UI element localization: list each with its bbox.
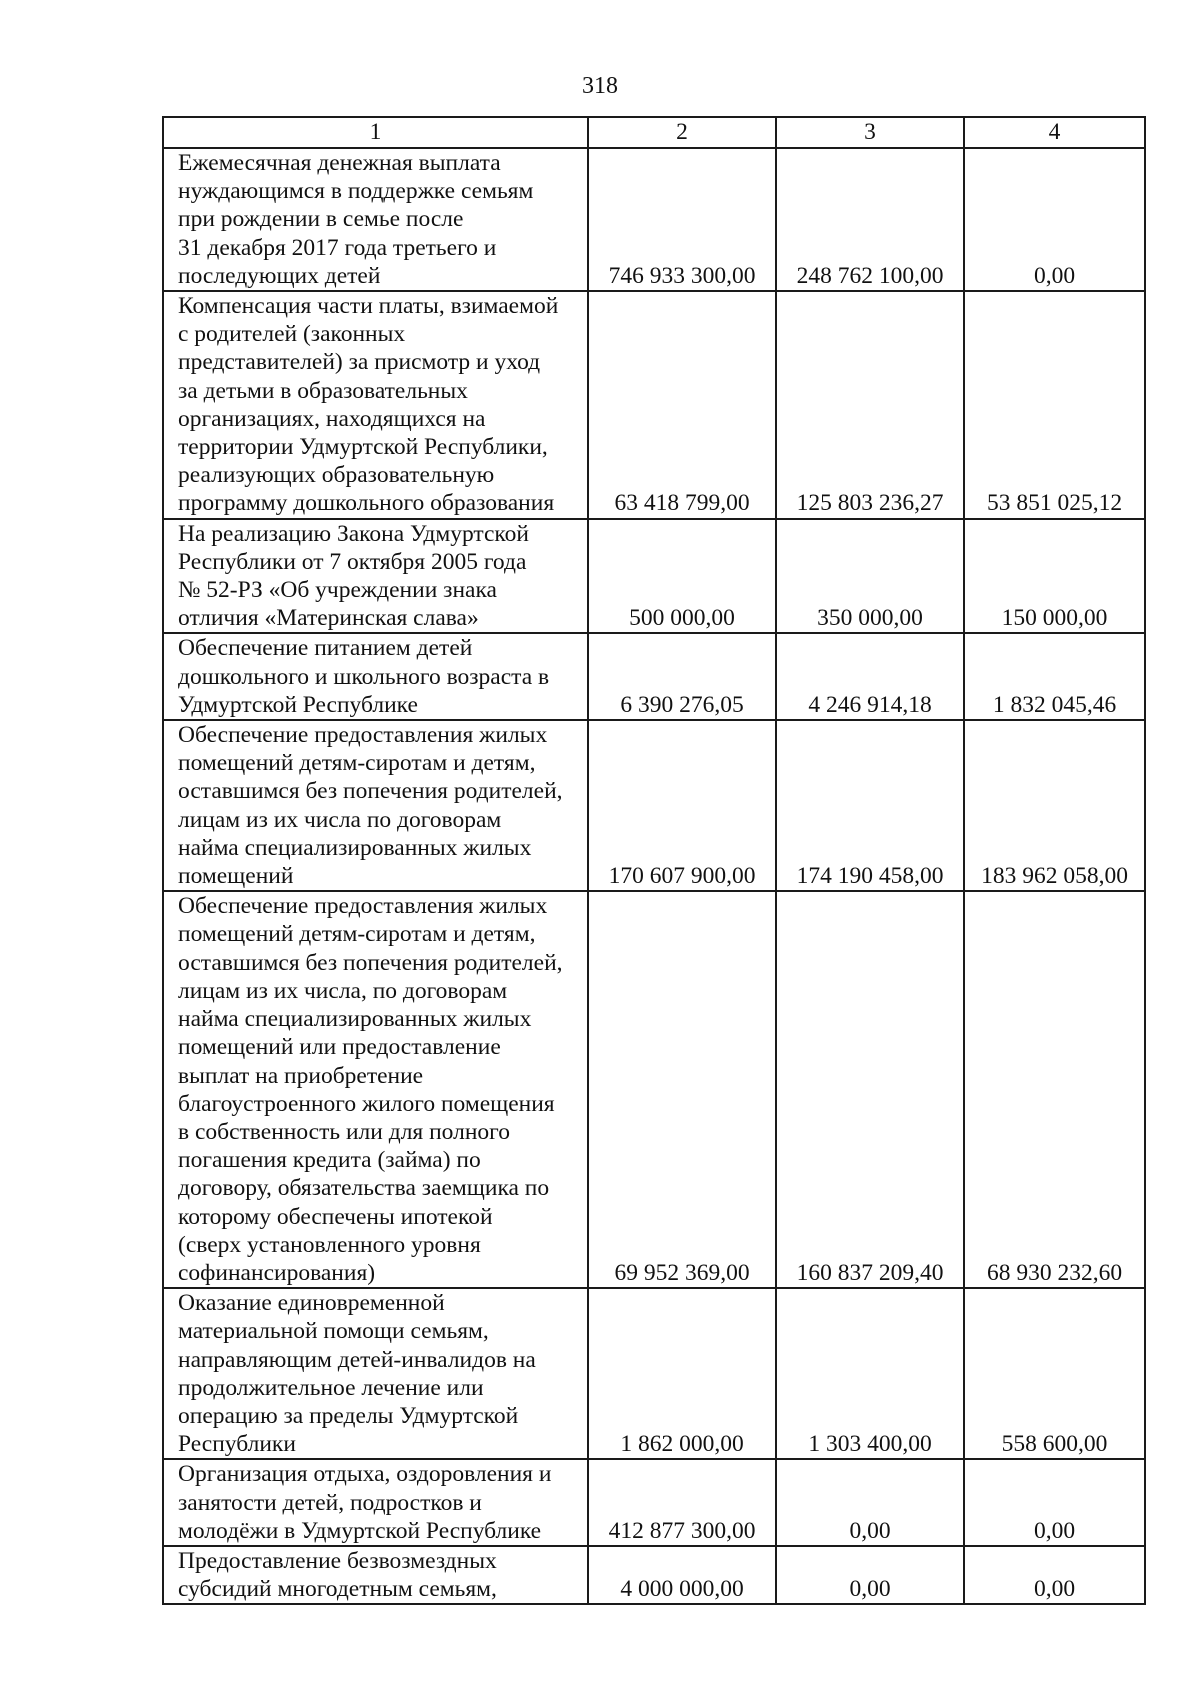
column-header-2: 2	[588, 117, 776, 148]
row-value-col3: 0,00	[776, 1546, 964, 1604]
row-value-col2: 412 877 300,00	[588, 1459, 776, 1546]
table-row	[163, 1546, 1145, 1604]
table-row	[163, 720, 1145, 891]
row-description: Обеспечение питанием детей дошкольного и школьного возраста в Удмуртской Республике	[163, 633, 588, 720]
row-description: Организация отдыха, оздоровления и занятости детей, подростков и молодёжи в Удмуртской Республике	[163, 1459, 588, 1546]
row-value-col4: 0,00	[964, 1546, 1145, 1604]
table-row	[163, 633, 1145, 720]
row-value-col4: 0,00	[964, 148, 1145, 291]
row-value-col2: 746 933 300,00	[588, 148, 776, 291]
row-value-col2: 6 390 276,05	[588, 633, 776, 720]
row-description: На реализацию Закона Удмуртской Республики от 7 октября 2005 года № 52-РЗ «Об учреждении знака отличия «Материнская слава»	[163, 519, 588, 634]
table-row	[163, 291, 1145, 519]
row-value-col4: 1 832 045,46	[964, 633, 1145, 720]
row-value-col4: 0,00	[964, 1459, 1145, 1546]
table-row	[163, 1288, 1145, 1459]
row-value-col2: 500 000,00	[588, 519, 776, 634]
row-description: Обеспечение предоставления жилых помещений детям-сиротам и детям, оставшимся без попечения родителей, лицам из их числа по договорам найма специализированных жилых помещений	[163, 720, 588, 891]
table-row	[163, 1459, 1145, 1546]
row-value-col4: 558 600,00	[964, 1288, 1145, 1459]
row-value-col3: 160 837 209,40	[776, 891, 964, 1288]
row-value-col3: 4 246 914,18	[776, 633, 964, 720]
table-row	[163, 891, 1145, 1288]
row-value-col4: 68 930 232,60	[964, 891, 1145, 1288]
row-value-col2: 1 862 000,00	[588, 1288, 776, 1459]
row-description: Ежемесячная денежная выплата нуждающимся в поддержке семьям при рождении в семье после 31 декабря 2017 года третьего и последующих детей	[163, 148, 588, 291]
table-row	[163, 519, 1145, 634]
row-value-col3: 125 803 236,27	[776, 291, 964, 519]
row-value-col4: 53 851 025,12	[964, 291, 1145, 519]
row-value-col2: 63 418 799,00	[588, 291, 776, 519]
row-description: Предоставление безвозмездных субсидий многодетным семьям,	[163, 1546, 588, 1604]
row-description: Оказание единовременной материальной помощи семьям, направляющим детей-инвалидов на продолжительное лечение или операцию за пределы Удмуртской Республики	[163, 1288, 588, 1459]
table-header-row	[163, 117, 1145, 148]
row-value-col3: 1 303 400,00	[776, 1288, 964, 1459]
row-value-col2: 69 952 369,00	[588, 891, 776, 1288]
row-value-col2: 4 000 000,00	[588, 1546, 776, 1604]
column-header-3: 3	[776, 117, 964, 148]
row-value-col4: 150 000,00	[964, 519, 1145, 634]
row-value-col2: 170 607 900,00	[588, 720, 776, 891]
table-row	[163, 148, 1145, 291]
row-description: Обеспечение предоставления жилых помещений детям-сиротам и детям, оставшимся без попечения родителей, лицам из их числа, по договорам найма специализированных жилых помещений или предоставление выплат на приобретение благоустроенного жилого помещения в собственность или для полного погашения кредита (займа) по договору, обязательства заемщика по которому обеспечены ипотекой (сверх установленного уровня софинансирования)	[163, 891, 588, 1288]
column-header-4: 4	[964, 117, 1145, 148]
page-number: 318	[582, 73, 618, 99]
row-value-col3: 350 000,00	[776, 519, 964, 634]
row-description: Компенсация части платы, взимаемой с родителей (законных представителей) за присмотр и уход за детьми в образовательных организациях, находящихся на территории Удмуртской Республики, реализующих образовательную программу дошкольного образования	[163, 291, 588, 519]
row-value-col3: 0,00	[776, 1459, 964, 1546]
budget-table	[162, 116, 1146, 1605]
row-value-col3: 174 190 458,00	[776, 720, 964, 891]
row-value-col3: 248 762 100,00	[776, 148, 964, 291]
column-header-1: 1	[163, 117, 588, 148]
row-value-col4: 183 962 058,00	[964, 720, 1145, 891]
